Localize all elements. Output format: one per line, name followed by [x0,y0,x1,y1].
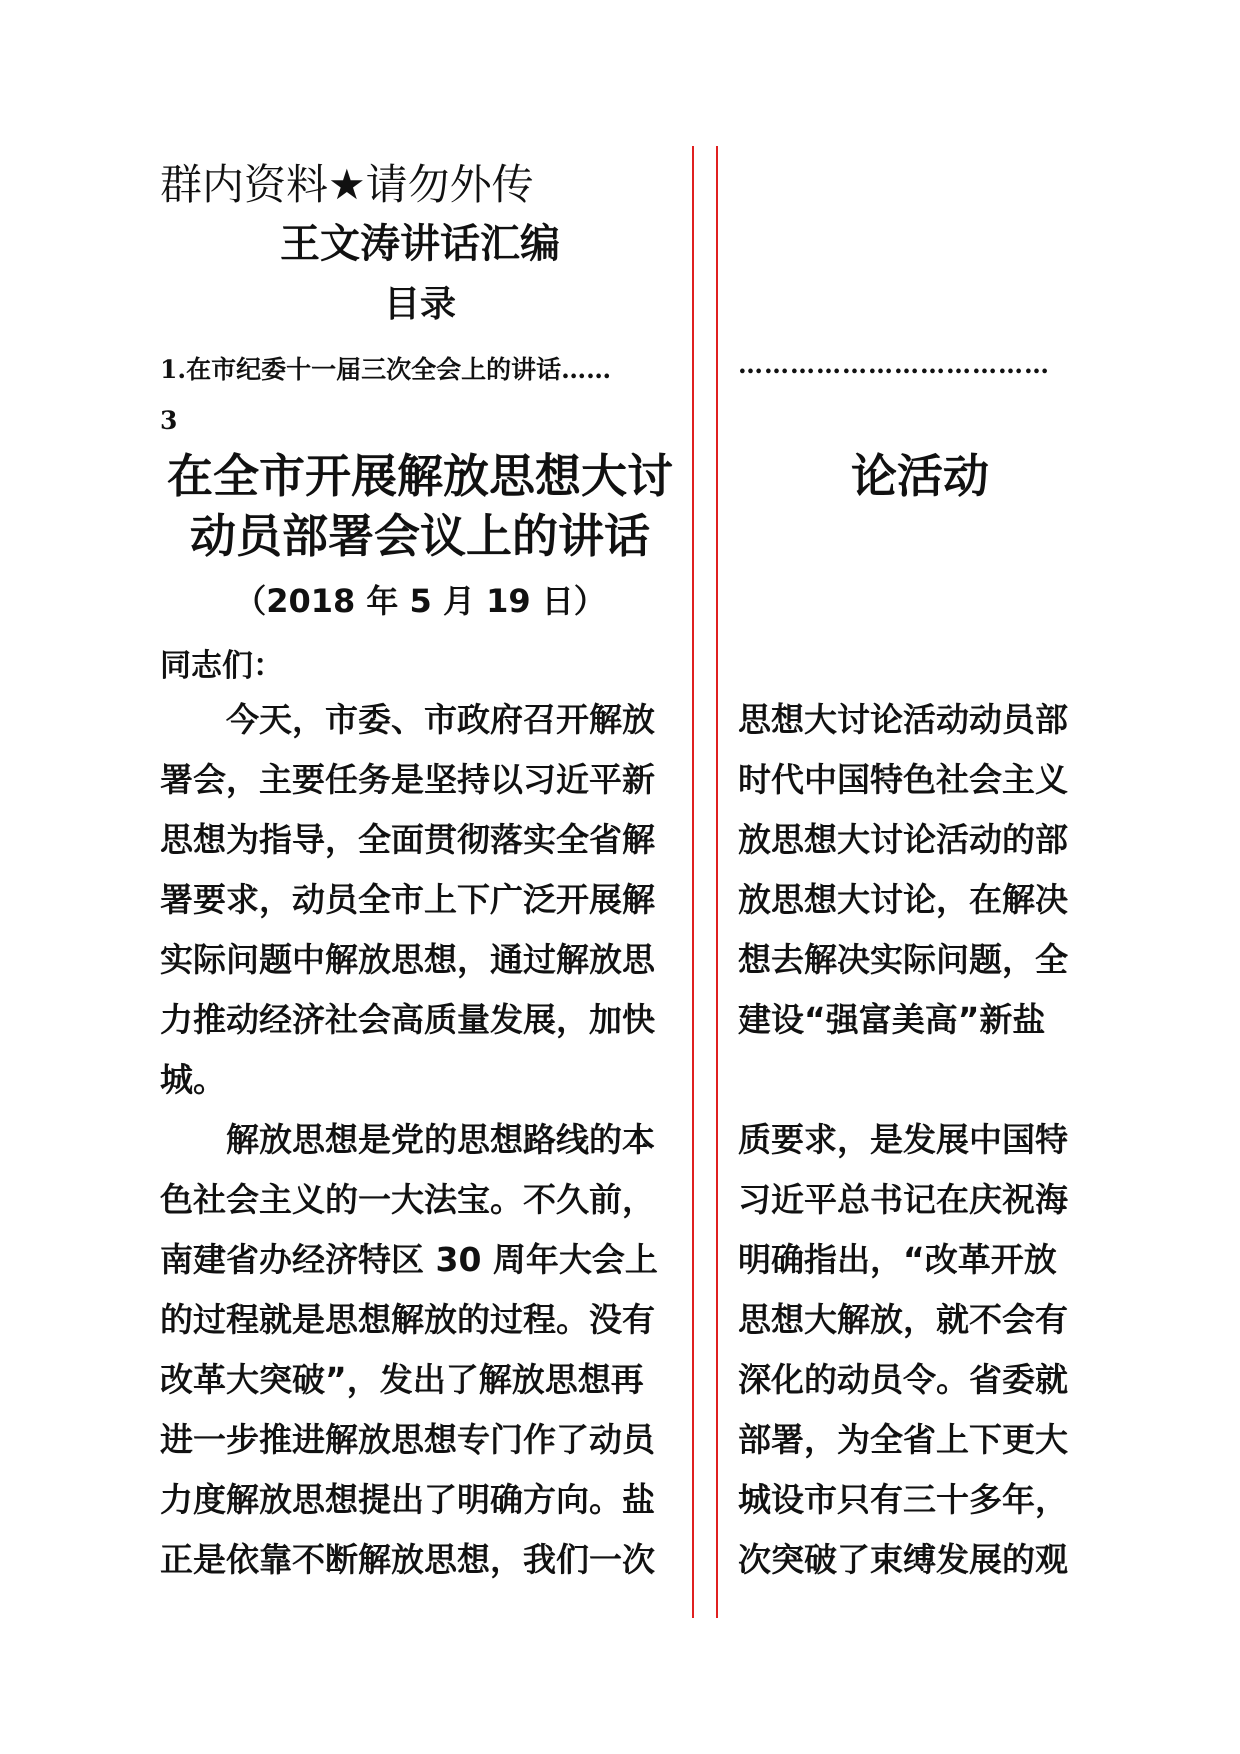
body-line: 放思想大讨论，在解决 [738,880,1068,919]
body-line: 质要求，是发展中国特 [738,1120,1068,1159]
body-line: 明确指出，“改革开放 [738,1240,1057,1279]
body-line: 放思想大讨论活动的部 [738,820,1068,859]
body-line: 解放思想是党的思想路线的本 [160,1120,655,1159]
watermark-notice: 群内资料★请勿外传 [160,160,534,209]
body-line: 习近平总书记在庆祝海 [738,1180,1068,1219]
body-line: 城。 [160,1060,226,1099]
speech-title-line-2: 动员部署会议上的讲话 [190,509,650,563]
body-line: 改革大突破”，发出了解放思想再 [160,1360,644,1399]
salutation: 同志们： [160,648,284,684]
red-column-divider-right [716,146,718,1618]
body-line: 实际问题中解放思想，通过解放思 [160,940,655,979]
toc-heading: 目录 [383,284,456,325]
body-line: 部署，为全省上下更大 [738,1420,1068,1459]
speech-date: （2018 年 5 月 19 日） [234,582,606,620]
red-column-divider-left [692,146,694,1618]
body-line: 的过程就是思想解放的过程。没有 [160,1300,655,1339]
body-line: 力度解放思想提出了明确方向。盐 [160,1480,655,1519]
toc-entry-1-dot-leader: ……………………………… [738,350,1050,379]
body-line: 思想为指导，全面贯彻落实全省解 [160,820,655,859]
body-line: 城设市只有三十多年， [738,1480,1068,1519]
body-line: 深化的动员令。省委就 [738,1360,1068,1399]
body-line: 正是依靠不断解放思想，我们一次 [160,1540,655,1579]
body-line: 思想大讨论活动动员部 [738,700,1068,739]
body-line: 署会，主要任务是坚持以习近平新 [160,760,655,799]
toc-entry-1-page-number: 3 [160,406,178,435]
body-line: 时代中国特色社会主义 [738,760,1068,799]
speech-title-line-1: 在全市开展解放思想大讨 [167,449,673,503]
body-line: 建设“强富美高”新盐 [738,1000,1046,1039]
speech-title-continuation: 论活动 [851,449,989,503]
toc-entry-1[interactable]: 1.在市纪委十一届三次全会上的讲话…… [160,355,612,384]
body-line: 次突破了束缚发展的观 [738,1540,1068,1579]
body-line: 南建省办经济特区 30 周年大会上 [160,1240,658,1279]
body-line: 署要求，动员全市上下广泛开展解 [160,880,655,919]
body-line: 力推动经济社会高质量发展，加快 [160,1000,655,1039]
body-line: 想去解决实际问题，全 [738,940,1068,979]
body-line: 进一步推进解放思想专门作了动员 [160,1420,655,1459]
compilation-title: 王文涛讲话汇编 [280,221,560,267]
body-line: 今天，市委、市政府召开解放 [160,700,655,739]
body-line: 思想大解放，就不会有 [738,1300,1068,1339]
body-line: 色社会主义的一大法宝。不久前， [160,1180,655,1219]
